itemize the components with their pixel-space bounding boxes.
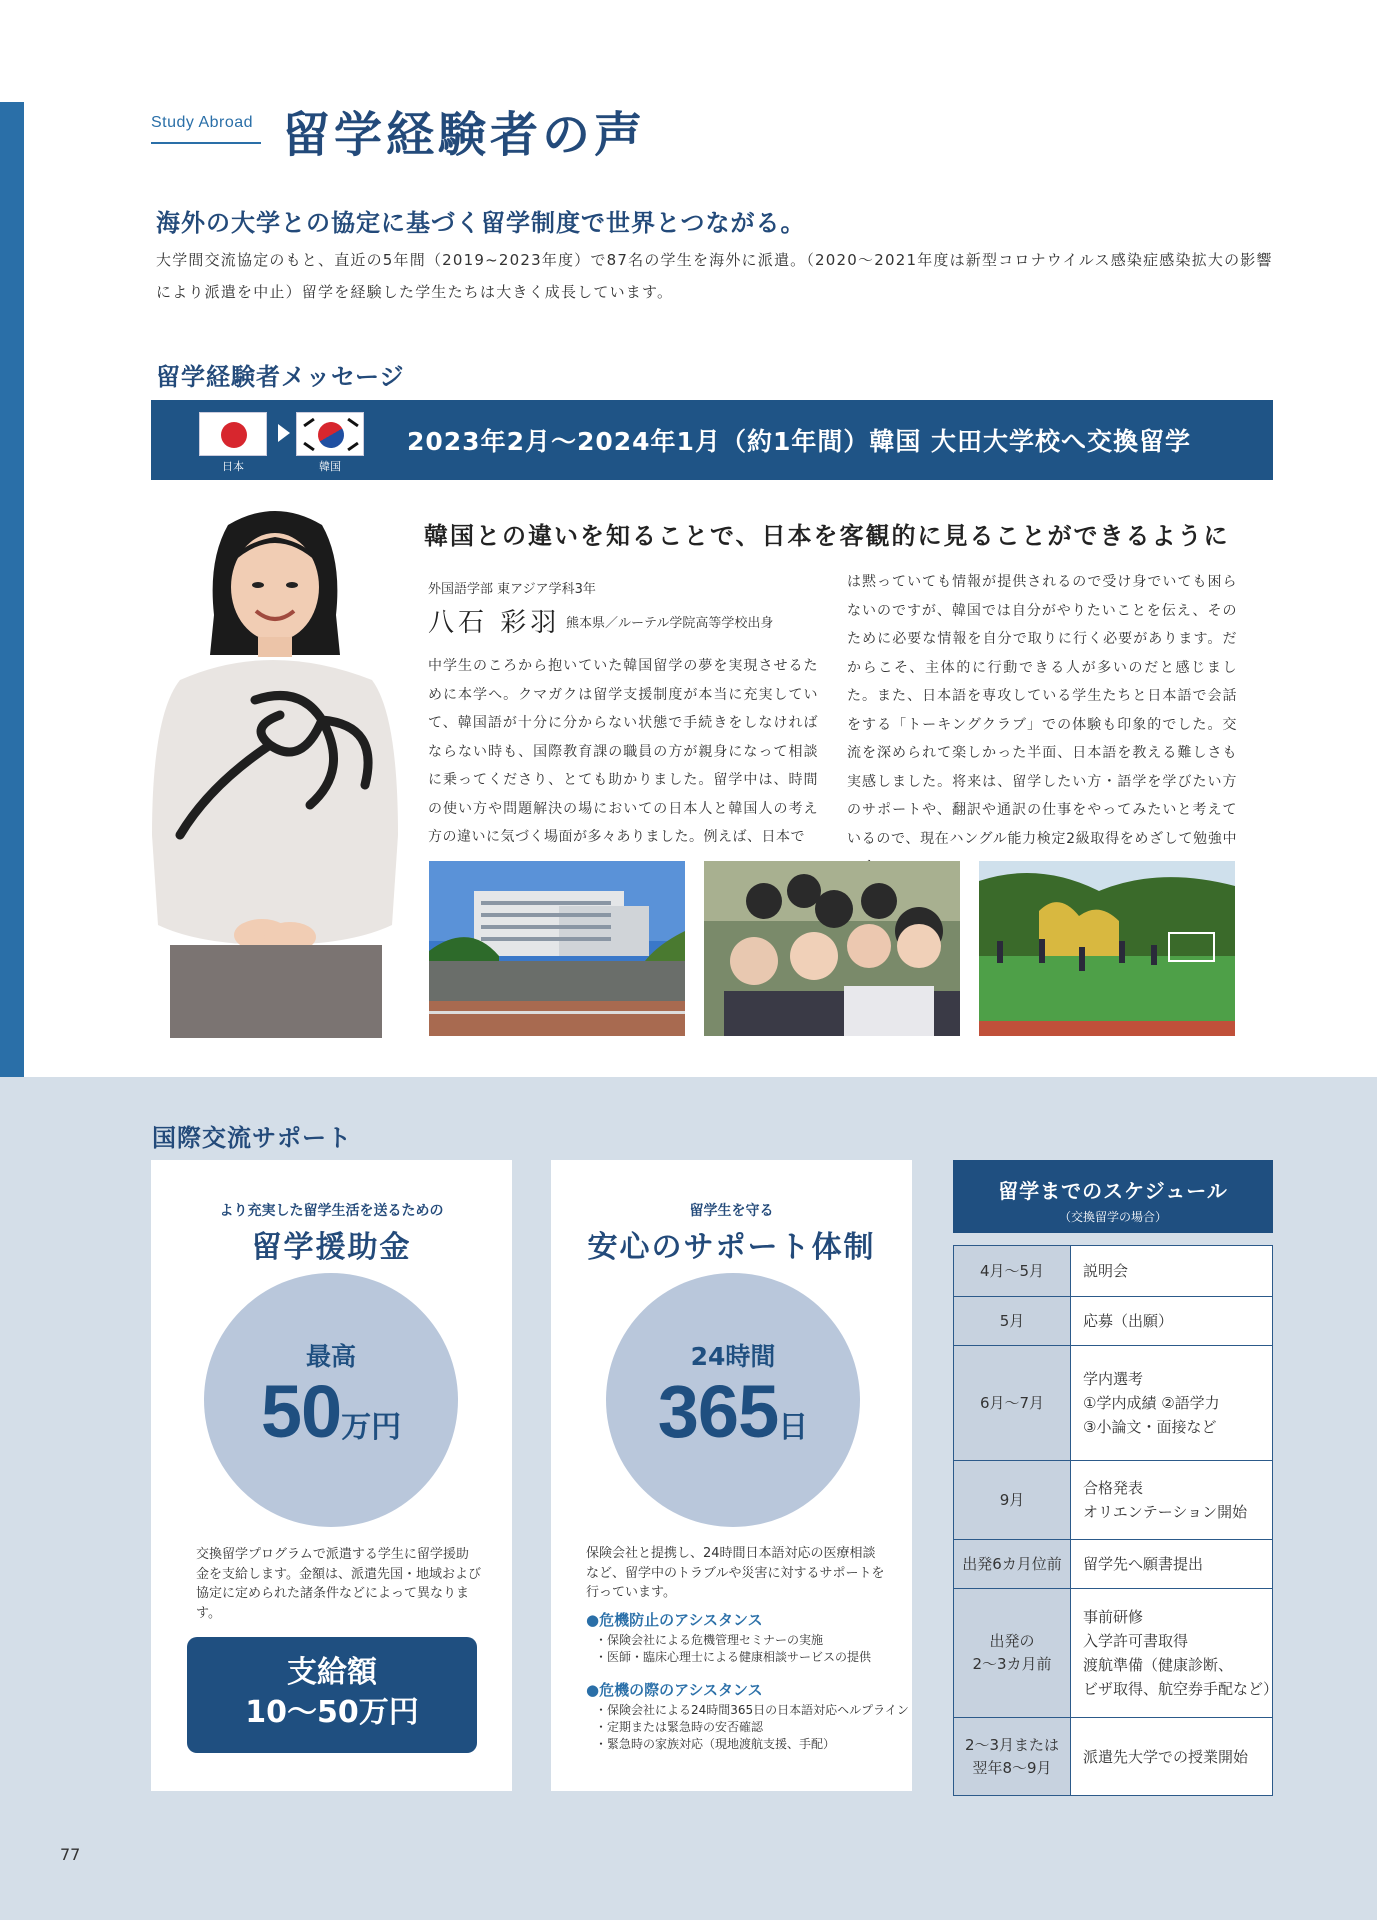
prevention-assistance-title: ●危機防止のアシスタンス	[586, 1611, 763, 1629]
schedule-event: 派遣先大学での授業開始	[1071, 1718, 1273, 1796]
grant-payment-box	[187, 1637, 477, 1753]
schedule-title: 留学までのスケジュール	[998, 1179, 1228, 1203]
header-tag-underline	[151, 142, 261, 144]
safety-subtitle: 留学生を守る	[689, 1203, 774, 1219]
exchange-banner	[151, 400, 1273, 480]
schedule-month: 4月～5月	[954, 1246, 1071, 1297]
grant-title: 留学援助金	[251, 1230, 412, 1265]
schedule-row	[954, 1589, 1273, 1718]
lead-body: 大学間交流協定のもと、直近の5年間（2019~2023年度）で87名の学生を海外に派遣。（2020～2021年度は新型コロナウイルス感染症感染拡大の影響により派遣を中止）留学を経験した学生たちは大きく成長しています。	[156, 251, 1273, 301]
safety-title: 安心のサポート体制	[587, 1230, 876, 1265]
student-school: 熊本県／ルーテル学院高等学校出身	[566, 616, 774, 631]
emergency-item: ・定期または緊急時の安否確認	[595, 1720, 764, 1734]
lead-title: 海外の大学との協定に基づく留学制度で世界とつながる。	[156, 209, 806, 237]
payment-range: 10～50万円	[245, 1695, 419, 1730]
schedule-subtitle: （交換留学の場合）	[1058, 1210, 1167, 1224]
schedule-row	[954, 1718, 1273, 1796]
schedule-month: 出発6カ月位前	[954, 1540, 1071, 1589]
schedule-row	[954, 1297, 1273, 1346]
header-tag: Study Abroad	[151, 114, 254, 131]
arrow-right-icon	[278, 424, 290, 442]
emergency-item: ・保険会社による24時間365日の日本語対応ヘルプライン	[595, 1703, 909, 1717]
message-headline: 韓国との違いを知ることで、日本を客観的に見ることができるように	[424, 522, 1230, 550]
emergency-item: ・緊急時の家族対応（現地渡航支援、手配）	[595, 1737, 836, 1751]
safety-days-unit: 日	[778, 1411, 809, 1444]
korea-flag-icon	[296, 412, 364, 456]
schedule-month: 2～3月または 翌年8～9月	[954, 1718, 1071, 1796]
grant-card	[151, 1160, 512, 1791]
schedule-event: 合格発表 オリエンテーション開始	[1071, 1461, 1273, 1540]
safety-description: 保険会社と提携し、24時間日本語対応の医療相談など、留学中のトラブルや災害に対するサポートを行っています。	[586, 1546, 885, 1600]
photo-campus-building	[429, 861, 685, 1036]
grant-amount-unit: 万円	[341, 1411, 402, 1444]
grant-circle	[204, 1273, 458, 1527]
safety-days-number: 365	[657, 1370, 779, 1453]
grant-circle-label: 最高	[305, 1342, 356, 1371]
grant-subtitle: より充実した留学生活を送るための	[219, 1203, 444, 1219]
schedule-event: 説明会	[1071, 1246, 1273, 1297]
schedule-table	[953, 1245, 1279, 1796]
schedule-month: 出発の 2～3カ月前	[954, 1589, 1071, 1718]
support-section-title: 国際交流サポート	[152, 1124, 352, 1152]
flag-label-from: 日本	[222, 460, 244, 473]
payment-label: 支給額	[287, 1655, 377, 1690]
schedule-row	[954, 1461, 1273, 1540]
schedule-month: 9月	[954, 1461, 1071, 1540]
student-name: 八石 彩羽	[428, 608, 561, 638]
schedule-event: 事前研修 入学許可書取得 渡航準備（健康診断、 ビザ取得、航空券手配など）	[1071, 1589, 1273, 1718]
schedule-event: 応募（出願）	[1071, 1297, 1273, 1346]
schedule-header	[953, 1160, 1273, 1233]
student-department: 外国語学部 東アジア学科3年	[428, 582, 596, 597]
page-title: 留学経験者の声	[282, 107, 647, 163]
schedule-month: 6月～7月	[954, 1346, 1071, 1461]
schedule-event: 学内選考 ①学内成績 ②語学力 ③小論文・面接など	[1071, 1346, 1273, 1461]
messages-section-title: 留学経験者メッセージ	[156, 363, 405, 391]
prevention-item: ・医師・臨床心理士による健康相談サービスの提供	[595, 1650, 872, 1664]
schedule-event: 留学先へ願書提出	[1071, 1540, 1273, 1589]
student-portrait	[150, 505, 402, 1038]
schedule-month: 5月	[954, 1297, 1071, 1346]
page-number: 77	[60, 1845, 81, 1864]
photo-soccer-field	[979, 861, 1235, 1036]
message-body-column-1: 中学生のころから抱いていた韓国留学の夢を実現させるために本学へ。クマガクは留学支援制度が本当に充実していて、韓国語が十分に分からない状態で手続きをしなければならない時も、国際教育課の職員の方が親身になって相談に乗ってくださり、とても助かりました。留学中は、時間の使い方や問題解決の場においての日本人と韓国人の考え方の違いに気づく場面が多々ありました。例えば、日本で	[428, 658, 818, 845]
grant-amount-number: 50	[260, 1370, 342, 1453]
japan-flag-icon	[199, 412, 267, 456]
message-body-column-2: は黙っていても情報が提供されるので受け身でいても困らないのですが、韓国では自分がやりたいことを伝え、そのために必要な情報を自分で取りに行く必要があります。だからこそ、主体的に行動できる人が多いのだと感じました。また、日本語を専攻している学生たちと日本語で会話をする「トーキングクラブ」での体験も印象的でした。交流を深められて楽しかった半面、日本語を教える難しさも実感しました。将来は、留学したい方・語学を学びたい方のサポートや、翻訳や通訳の仕事をやってみたいと考えているので、現在ハングル能力検定2級取得をめざして勉強中	[847, 574, 1237, 847]
grant-description: 交換留学プログラムで派遣する学生に留学援助金を支給します。金額は、派遣先国・地域および協定に定められた諸条件などによって異なります。	[196, 1547, 481, 1621]
flag-label-to: 韓国	[319, 460, 341, 473]
schedule-row	[954, 1246, 1273, 1297]
safety-circle-amount	[606, 1369, 860, 1454]
safety-circle	[606, 1273, 860, 1527]
banner-text: 2023年2月～2024年1月（約1年間）韓国 大田大学校へ交換留学	[407, 427, 1192, 456]
schedule-row	[954, 1540, 1273, 1589]
emergency-assistance-title: ●危機の際のアシスタンス	[586, 1681, 763, 1699]
prevention-item: ・保険会社による危機管理セミナーの実施	[595, 1633, 824, 1647]
safety-card	[551, 1160, 912, 1791]
photo-friends-group	[704, 861, 960, 1036]
schedule-row	[954, 1346, 1273, 1461]
grant-circle-amount	[204, 1369, 458, 1454]
safety-circle-label: 24時間	[690, 1342, 776, 1371]
